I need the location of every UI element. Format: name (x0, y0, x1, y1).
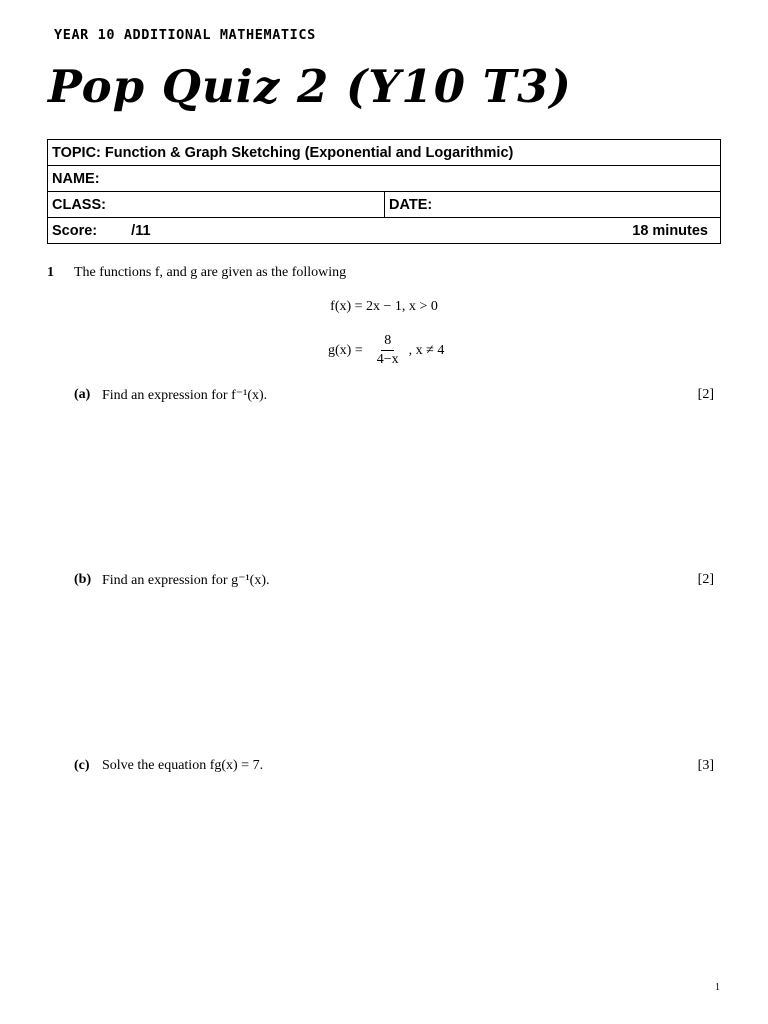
question-number: 1 (47, 265, 54, 280)
score-total: /11 (131, 222, 151, 239)
part-a (74, 387, 714, 404)
function-f-definition: f(x) = 2x − 1, x > 0 (330, 299, 438, 314)
g-prefix: g(x) = (328, 342, 363, 358)
score-label: Score: (52, 222, 98, 239)
part-b-label: (b) (74, 572, 92, 587)
date-cell: DATE: (385, 192, 721, 218)
part-a-text: Find an expression for f⁻¹(x). (102, 388, 268, 403)
question-intro: The functions f, and g are given as the following (74, 265, 347, 280)
part-c-label: (c) (74, 758, 90, 773)
part-c-text: Solve the equation fg(x) = 7. (102, 758, 264, 773)
topic-cell: TOPIC: Function & Graph Sketching (Exponential and Logarithmic) (48, 140, 721, 166)
part-c-marks: [3] (697, 758, 714, 773)
name-cell: NAME: (48, 166, 721, 192)
quiz-title: Pop Quiz 2 (Y10 T3) (48, 60, 572, 113)
part-b-text: Find an expression for g⁻¹(x). (102, 573, 270, 588)
score-cell (48, 218, 721, 244)
part-a-marks: [2] (697, 387, 714, 402)
part-a-label: (a) (74, 387, 91, 402)
g-denominator: 4−x (376, 352, 399, 367)
g-condition: , x ≠ 4 (408, 342, 445, 358)
g-fraction (377, 333, 399, 368)
class-cell: CLASS: (48, 192, 385, 218)
info-table (47, 139, 721, 244)
part-c (74, 758, 714, 774)
part-b (74, 572, 714, 589)
part-b-marks: [2] (697, 572, 714, 587)
course-heading: YEAR 10 ADDITIONAL MATHEMATICS (54, 27, 316, 43)
page-number: 1 (715, 982, 720, 993)
g-numerator: 8 (381, 333, 394, 351)
function-g-definition (328, 333, 444, 368)
duration-label: 18 minutes (632, 222, 708, 239)
